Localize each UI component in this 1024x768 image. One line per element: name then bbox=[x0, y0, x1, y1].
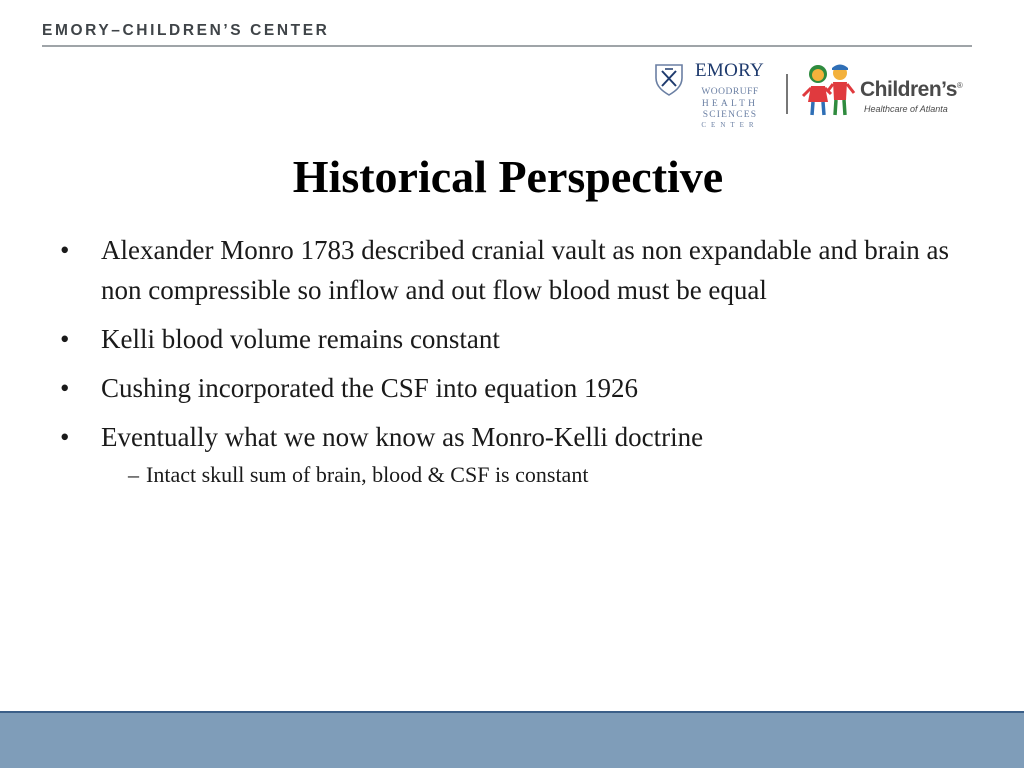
childrens-tagline: Healthcare of Atlanta bbox=[864, 104, 948, 114]
bullet-text: Kelli blood volume remains constant bbox=[101, 324, 500, 354]
bullet-text: Eventually what we now know as Monro-Kelli doctrine bbox=[101, 422, 704, 452]
bullet-item bbox=[58, 368, 978, 408]
bullet-list bbox=[58, 230, 978, 490]
childrens-logo bbox=[800, 60, 976, 122]
sub-bullet-item bbox=[58, 460, 978, 490]
emory-sub-line-1: WOODRUFF bbox=[701, 87, 759, 97]
bullet-item bbox=[58, 230, 978, 310]
bullet-item bbox=[58, 417, 978, 457]
slide-title: Historical Perspective bbox=[292, 151, 724, 202]
emory-sub-line-4: CENTER bbox=[701, 121, 759, 129]
bullet-text: Alexander Monro 1783 described cranial vault as non expandable and brain as non compressible so inflow and out flow blood must be equal bbox=[101, 235, 949, 305]
sub-bullet-text: Intact skull sum of brain, blood & CSF is constant bbox=[146, 462, 589, 487]
emory-shield-icon bbox=[654, 62, 684, 96]
logo-divider bbox=[786, 74, 788, 114]
sub-bullet-dash: – bbox=[128, 462, 139, 487]
footer-bar bbox=[0, 711, 1024, 768]
emory-sub-line-3: SCIENCES bbox=[702, 110, 758, 120]
header-title: EMORY–CHILDREN’S CENTER bbox=[42, 22, 330, 39]
bullet-dot: • bbox=[60, 235, 70, 265]
registered-mark: ® bbox=[956, 81, 963, 90]
bullet-item bbox=[58, 319, 978, 359]
emory-sub-line-2: HEALTH bbox=[701, 99, 759, 109]
childrens-wordmark bbox=[860, 78, 962, 102]
emory-wordmark: EMORY bbox=[695, 60, 765, 81]
header-divider bbox=[42, 45, 972, 47]
bullet-dot: • bbox=[60, 324, 70, 354]
childrens-name: Children’s bbox=[860, 78, 957, 101]
bullet-text: Cushing incorporated the CSF into equation 1926 bbox=[101, 373, 638, 403]
emory-logo bbox=[654, 60, 766, 132]
bullet-dot: • bbox=[60, 373, 70, 403]
children-figures-icon bbox=[800, 60, 860, 120]
bullet-dot: • bbox=[60, 422, 70, 452]
